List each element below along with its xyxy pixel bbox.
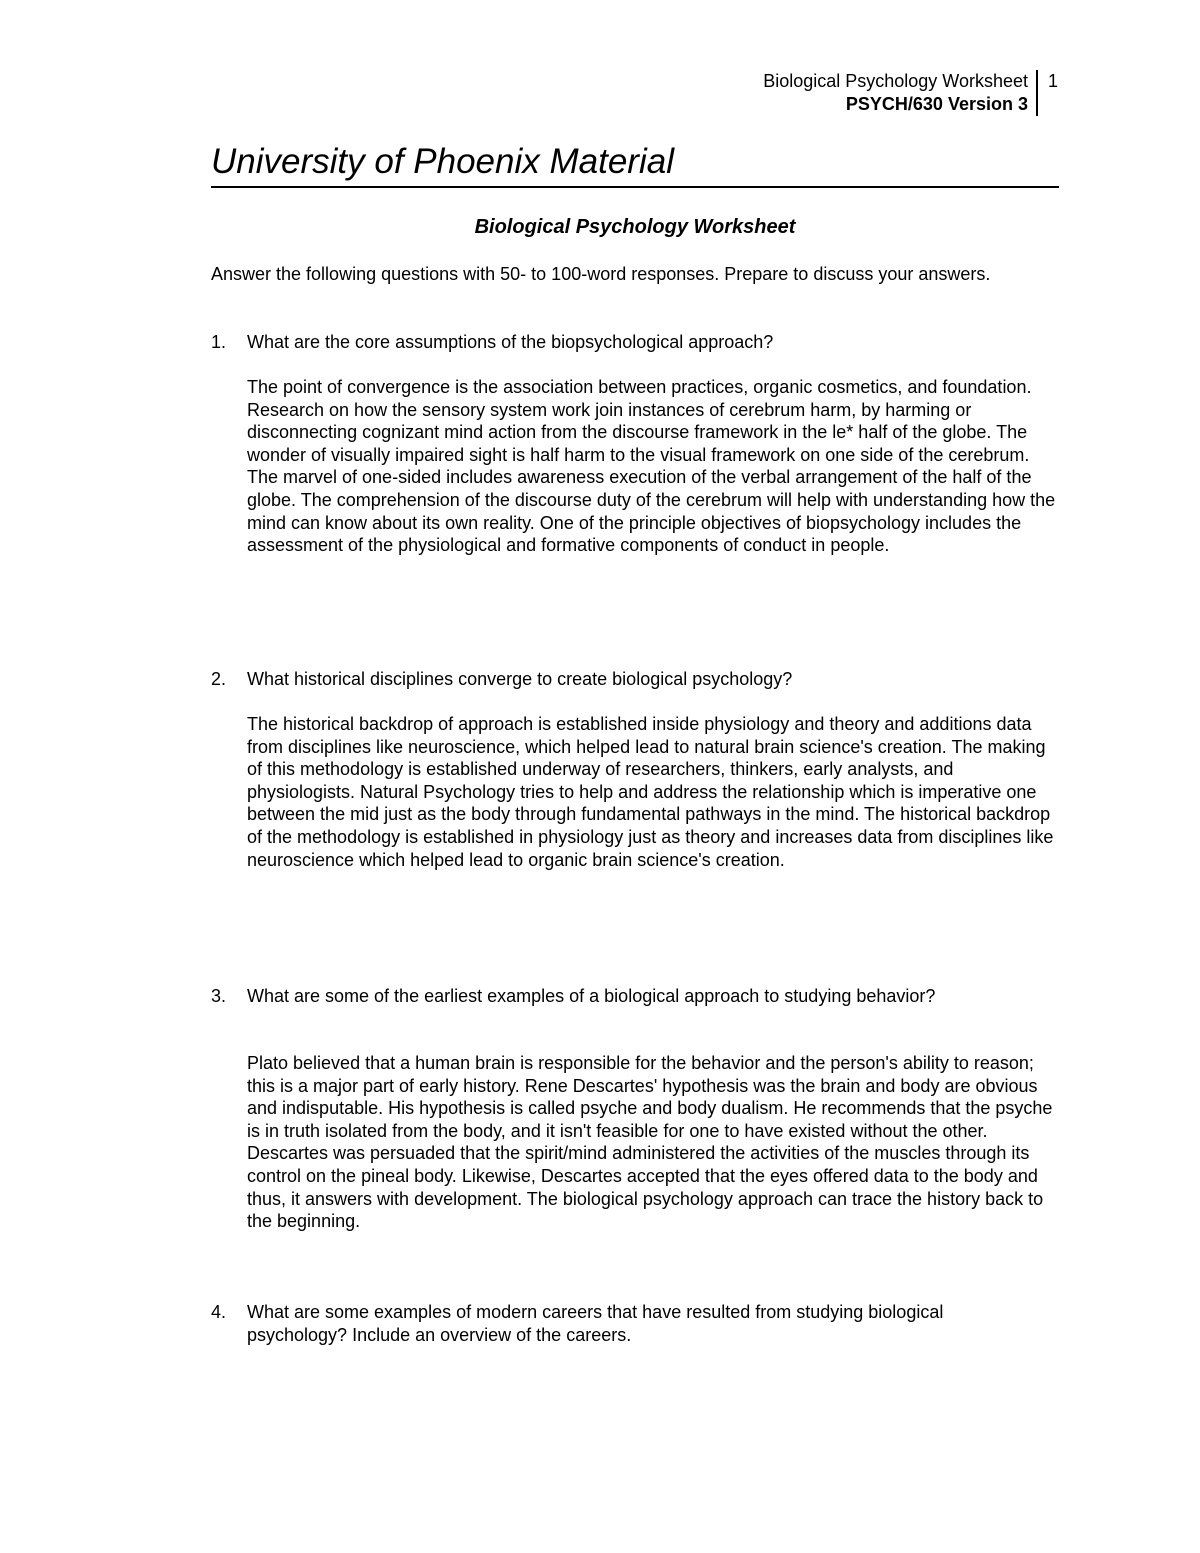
header-text-block xyxy=(763,70,1038,116)
question-number: 4. xyxy=(211,1302,227,1322)
question-2 xyxy=(211,668,1059,691)
question-text: What are the core assumptions of the biopsychological approach? xyxy=(247,332,774,352)
question-4 xyxy=(211,1301,1011,1346)
question-text: What are some examples of modern careers that have resulted from studying biological psychology? Include an overview of the careers. xyxy=(247,1302,944,1345)
answer-3: Plato believed that a human brain is responsible for the behavior and the person's ability to reason; this is a major part of early history. Rene Descartes' hypothesis was the brain and body are obvious and indisputable. His hypothesis is called psyche and body dualism. He recommends that the psyche is in truth isolated from the body, and it isn't feasible for one to have existed without the other. Descartes was persuaded that the spirit/mind administered the activities of the muscles through its control on the pineal body. Likewise, Descartes accepted that the eyes offered data to the body and thus, it answers with development. The biological psychology approach can trace the history back to the beginning. xyxy=(247,1053,1053,1232)
page-header xyxy=(763,70,1058,116)
question-number: 2. xyxy=(211,669,227,689)
question-text: What are some of the earliest examples of a biological approach to studying behavior? xyxy=(247,986,936,1006)
document-title: Biological Psychology Worksheet xyxy=(474,216,796,238)
answer-1: The point of convergence is the association between practices, organic cosmetics, and foundation. Research on how the sensory system work join instances of cerebrum harm, by harming or disconnecting cognizant mind action from the discourse framework in the le* half of the globe. The wonder of visually impaired sight is half harm to the visual framework on one side of the cerebrum. The marvel of one-sided includes awareness execution of the verbal arrangement of the half of the globe. The comprehension of the discourse duty of the cerebrum will help with understanding how the mind can know about its own reality. One of the principle objectives of biopsychology includes the assessment of the physiological and formative components of conduct in people. xyxy=(247,377,1056,556)
answer-2: The historical backdrop of approach is established inside physiology and theory and additions data from disciplines like neuroscience, which helped lead to natural brain science's creation. The making of this methodology is established underway of researchers, thinkers, early analysts, and physiologists. Natural Psychology tries to help and address the relationship which is imperative one between the mid just as the body through fundamental pathways in the mind. The historical backdrop of the methodology is established in physiology just as theory and increases data from disciplines like neuroscience which helped lead to organic brain science's creation. xyxy=(247,714,1054,870)
institution-heading: University of Phoenix Material xyxy=(211,140,1059,188)
question-1 xyxy=(211,331,1059,354)
question-text: What historical disciplines converge to create biological psychology? xyxy=(247,669,793,689)
header-course: PSYCH/630 Version 3 xyxy=(845,94,1028,114)
question-3 xyxy=(211,985,1059,1008)
instructions: Answer the following questions with 50- to 100-word responses. Prepare to discuss your answers. xyxy=(211,264,991,284)
question-number: 1. xyxy=(211,332,227,352)
question-number: 3. xyxy=(211,986,227,1006)
header-title: Biological Psychology Worksheet xyxy=(763,71,1028,91)
page-number: 1 xyxy=(1047,71,1058,91)
